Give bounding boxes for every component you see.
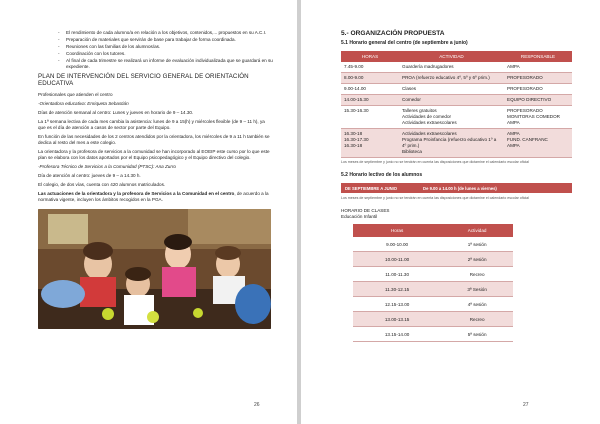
- session-cell-horas: 13.15-14.00: [353, 327, 441, 342]
- dia-atencion-text: Día de atención al centro: jueves de 9 – a 14.30 h.: [38, 172, 141, 178]
- schedule-cell-line: Programa Proinfancia (refuerzo educativo 1º a 4º prim.): [402, 137, 497, 148]
- schedule-cell-line: AMPA: [507, 143, 520, 148]
- lectivo-bar: [341, 183, 572, 193]
- schedule-cell-line: Actividades extraescolares: [402, 120, 457, 125]
- schedule-cell-line: Actividades extraescolares: [402, 131, 457, 136]
- schedule-cell-line: 15.30-16.30: [344, 108, 369, 113]
- schedule-cell-line: Biblioteca: [402, 149, 422, 154]
- header-horas: HORAS: [341, 51, 399, 62]
- schedule-cell-actividad: [399, 84, 504, 95]
- sessions-header-horas: Horas: [353, 224, 441, 237]
- objectives-bullet-list: [38, 30, 273, 70]
- schedule-cell-actividad: [399, 106, 504, 129]
- funcion-text: En función de las necesidades de los 2 centros atendidos por la orientadora, los miércoles de 9 a 11 h también se dedica al resto del mes a este colegio.: [38, 133, 270, 145]
- schedule-cell-line: FUND. CANFRANC: [507, 137, 548, 142]
- header-actividad: ACTIVIDAD: [399, 51, 504, 62]
- bullet-item: - El rendimiento de cada alumno/a en relación a los objetivos, contenidos,... propuestos en su A.C.I.: [38, 30, 273, 36]
- schedule-cell-line: Guardería madrugadores: [402, 64, 454, 69]
- semana-text: La 1ª semana lectiva de cada mes cambia la asistencia: lunes de 9 a 15(h) y miércoles flexible (de 9 – 11 h), ya que es el día de atención a casos de sector por parte del Equipo.: [38, 118, 265, 130]
- session-cell-horas: 11.00-11.30: [353, 267, 441, 282]
- schedule-cell-responsable: [504, 84, 572, 95]
- schedule-cell-responsable: [504, 73, 572, 84]
- schedule-cell-line: PROFESORADO: [507, 86, 543, 91]
- bullet-item: - Coordinación con los tutores.: [38, 51, 273, 57]
- schedule-cell-line: EQUIPO DIRECTIVO: [507, 97, 552, 102]
- schedule-cell-line: 7.45-9.00: [344, 64, 364, 69]
- sessions-table: [353, 224, 513, 342]
- actuaciones-bold: Las actuaciones de la orientadora y la profesora de Servicios a la Comunidad en el centro: [38, 190, 235, 196]
- session-row: [353, 237, 513, 252]
- session-cell-actividad: 5ª sesión: [441, 327, 513, 342]
- schedule-cell-actividad: [399, 95, 504, 106]
- session-cell-actividad: 3ª Sesión: [441, 282, 513, 297]
- header-responsable: RESPONSABLE: [504, 51, 572, 62]
- dias-text: Días de atención semanal al centro: Lunes y jueves en horario de 9 – 14.30.: [38, 109, 194, 115]
- schedule-cell-line: Actividades de comedor: [402, 114, 452, 119]
- schedule-cell-responsable: [504, 62, 572, 73]
- schedule-row: [341, 73, 572, 84]
- clases-title: HORARIO DE CLASES: [341, 208, 390, 213]
- schedule-cell-line: AMPA: [507, 120, 520, 125]
- schedule-cell-responsable: [504, 95, 572, 106]
- schedule-cell-line: MONITORAS COMEDOR: [507, 114, 561, 119]
- page-number-right: 27: [523, 402, 529, 408]
- session-cell-horas: 13.00-13.15: [353, 312, 441, 327]
- schedule-cell-actividad: [399, 129, 504, 158]
- schedule-cell-horas: [341, 129, 399, 158]
- intro-text: Profesionales que atienden el centro: [38, 91, 113, 97]
- session-cell-actividad: Recreo: [441, 267, 513, 282]
- bullet-item: - Reuniones con las familias de los alumnos/as.: [38, 44, 273, 50]
- schedule-cell-responsable: [504, 106, 572, 129]
- schedule-subtitle: 5.1 Horario general del centro (de septiembre a junio): [341, 40, 468, 46]
- session-row: [353, 267, 513, 282]
- schedule-row: [341, 95, 572, 106]
- session-row: [353, 252, 513, 267]
- session-cell-actividad: 1ª sesión: [441, 237, 513, 252]
- schedule-cell-line: AMPA: [507, 131, 520, 136]
- plan-heading: PLAN DE INTERVENCIÓN DEL SERVICIO GENERAL DE ORIENTACIÓN EDUCATIVA: [38, 73, 249, 88]
- sessions-header-actividad: Actividad: [441, 224, 513, 237]
- classroom-photo: [38, 209, 271, 329]
- children-classroom-image: [38, 209, 271, 329]
- bullet-item: - Al final de cada trimestre se realizará un informe de evaluación individualizada que se guardará en su expediente.: [38, 58, 273, 70]
- schedule-cell-line: 16.30-18: [344, 143, 363, 148]
- session-cell-actividad: 2ª sesión: [441, 252, 513, 267]
- clases-subtitle: Educación Infantil: [341, 214, 378, 219]
- schedule-row: [341, 84, 572, 95]
- session-cell-horas: 12.15-13.00: [353, 297, 441, 312]
- session-row: [353, 327, 513, 342]
- schedule-row: [341, 129, 572, 158]
- orientadora2-text: La orientadora y la profesora de servicios a la comunidad se han incorporado al EOEIP este curso por lo que este plan se elabora con los datos aportados por el Equipo psicopedagógico y el Equipo directivo del colegio.: [38, 148, 270, 160]
- schedule-cell-line: PROA (refuerzo educativo 4º, 5º y 6º prim.): [402, 75, 490, 80]
- session-cell-horas: 10.00-11.00: [353, 252, 441, 267]
- left-page: [0, 0, 297, 424]
- general-schedule-table: [341, 51, 572, 158]
- session-row: [353, 282, 513, 297]
- schedule-cell-horas: [341, 84, 399, 95]
- session-cell-horas: 9.00-10.00: [353, 237, 441, 252]
- ptsc-text: -Profesora Técnico de Servicios a la Comunidad (PTSC): Ana Zurro: [38, 163, 176, 169]
- schedule-cell-line: 8.00-9.00: [344, 75, 364, 80]
- calendar-note-2: Los meses de septiembre y junio no se tendrán en cuenta las disposiciones que dictamine el calendario escolar oficial: [341, 196, 529, 200]
- schedule-cell-responsable: [504, 129, 572, 158]
- schedule-cell-line: 9.00-14.00: [344, 86, 366, 91]
- schedule-cell-line: Clases: [402, 86, 417, 91]
- section-title: 5.- ORGANIZACIÓN PROPUESTA: [341, 30, 445, 37]
- schedule-row: [341, 62, 572, 73]
- schedule-cell-actividad: [399, 62, 504, 73]
- schedule-cell-line: PROFESORADO: [507, 75, 543, 80]
- schedule-cell-line: Comedor: [402, 97, 421, 102]
- session-cell-horas: 11.30-12.15: [353, 282, 441, 297]
- schedule-cell-horas: [341, 62, 399, 73]
- session-row: [353, 312, 513, 327]
- orientadora-text: -Orientadora educativa: Enriqueta Sebastián: [38, 100, 129, 106]
- schedule-row: [341, 106, 572, 129]
- lectivo-label: DE SEPTIEMBRE A JUNIO: [345, 185, 398, 191]
- schedule-cell-line: 16.30-17.30: [344, 137, 369, 142]
- schedule-cell-horas: [341, 106, 399, 129]
- calendar-note: Los meses de septiembre y junio no se tendrán en cuenta las disposiciones que dictamine el calendario escolar oficial: [341, 160, 529, 164]
- schedule-cell-horas: [341, 95, 399, 106]
- schedule-cell-line: 16.30-18: [344, 131, 363, 136]
- session-cell-actividad: Recreo: [441, 312, 513, 327]
- session-row: [353, 297, 513, 312]
- schedule-cell-line: AMPA: [507, 64, 520, 69]
- schedule-cell-actividad: [399, 73, 504, 84]
- actuaciones-text: [38, 191, 273, 203]
- right-page: [301, 0, 600, 424]
- lectivo-value: De 9.00 a 14.00 h (de lunes a viernes): [423, 185, 497, 191]
- schedule-cell-horas: [341, 73, 399, 84]
- colegio-text: El colegio, de dos vías, cuenta con 420 alumnos matriculados.: [38, 181, 166, 187]
- schedule-cell-line: PROFESORADO: [507, 108, 543, 113]
- session-cell-actividad: 4ª sesión: [441, 297, 513, 312]
- schedule-cell-line: 14.00-15.30: [344, 97, 369, 102]
- actuaciones-rest: , de acuerdo a la normativa vigente, incluyen los ámbitos recogidos en la PGA.: [38, 190, 269, 202]
- schedule-cell-line: Talleres gratuitos: [402, 108, 437, 113]
- page-number-left: 26: [254, 402, 260, 408]
- bullet-item: - Preparación de materiales que servirán de base para trabajar de forma coordinada.: [38, 37, 273, 43]
- lectivo-subtitle: 5.2 Horario lectivo de los alumnos: [341, 172, 423, 178]
